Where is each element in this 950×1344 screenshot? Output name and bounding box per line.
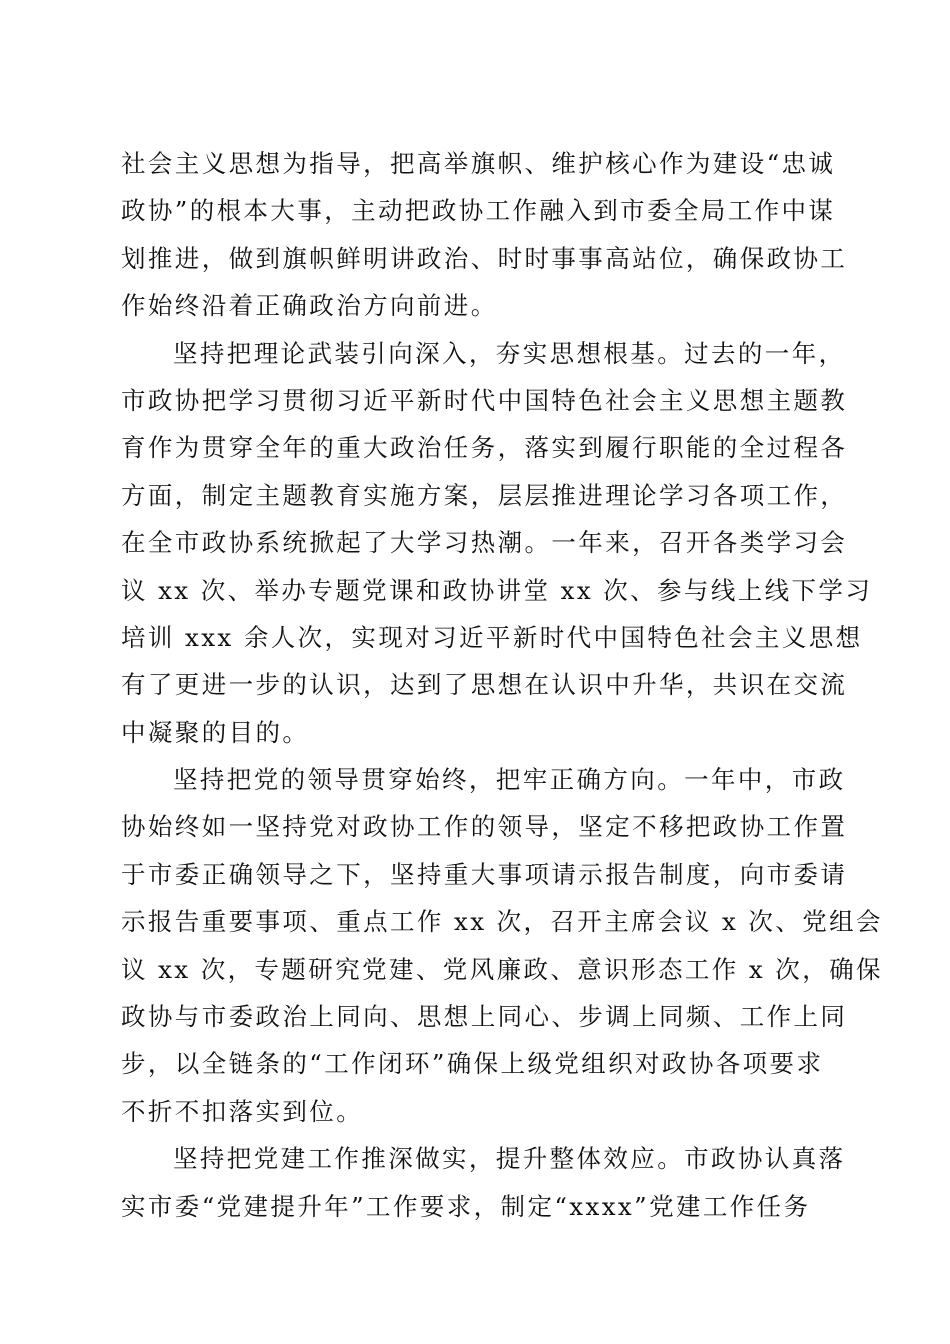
- paragraph-line: 示报告重要事项、重点工作 xx 次，召开主席会议 x 次、党组会: [121, 907, 883, 937]
- paragraph-line: 社会主义思想为指导，把高举旗帜、维护核心作为建设“忠诚: [121, 149, 836, 178]
- paragraph-line: 政协”的根本大事，主动把政协工作融入到市委全局工作中谋: [121, 196, 836, 226]
- paragraph-line: 作始终沿着正确政治方向前进。: [121, 291, 498, 321]
- paragraph-line: 议 xx 次、举办专题党课和政协讲堂 xx 次、参与线上线下学习: [121, 575, 873, 605]
- paragraph-line: 议 xx 次，专题研究党建、党风廉政、意识形态工作 x 次，确保: [121, 954, 883, 984]
- paragraph-line: 培训 xxx 余人次，实现对习近平新时代中国特色社会主义思想: [121, 622, 863, 652]
- paragraph-line: 坚持把党的领导贯穿始终，把牢正确方向。一年中，市政: [173, 765, 846, 795]
- paragraph-line: 于市委正确领导之下，坚持重大事项请示报告制度，向市委请: [121, 859, 848, 889]
- paragraph-line: 政协与市委政治上同向、思想上同心、步调上同频、工作上同: [121, 1002, 848, 1032]
- paragraph-3: [121, 756, 883, 1135]
- paragraph-line: 中凝聚的目的。: [121, 717, 310, 747]
- paragraph-line: 市政协把学习贯彻习近平新时代中国特色社会主义思想主题教: [121, 385, 848, 415]
- paragraph-4: [121, 1135, 846, 1230]
- paragraph-line: 方面，制定主题教育实施方案，层层推进理论学习各项工作，: [121, 480, 848, 510]
- paragraph-1: [121, 140, 848, 330]
- paragraph-line: 坚持把党建工作推深做实，提升整体效应。市政协认真落: [173, 1144, 846, 1174]
- paragraph-line: 协始终如一坚持党对政协工作的领导，坚定不移把政协工作置: [121, 812, 848, 842]
- paragraph-line: 育作为贯穿全年的重大政治任务，落实到履行职能的全过程各: [121, 433, 848, 463]
- document-body: [121, 140, 883, 1230]
- paragraph-line: 划推进，做到旗帜鲜明讲政治、时时事事高站位，确保政协工: [121, 243, 848, 273]
- paragraph-line: 在全市政协系统掀起了大学习热潮。一年来，召开各类学习会: [121, 528, 848, 558]
- paragraph-line: 不折不扣落实到位。: [121, 1096, 364, 1126]
- paragraph-line: 有了更进一步的认识，达到了思想在认识中升华，共识在交流: [121, 670, 848, 700]
- paragraph-line: 坚持把理论武装引向深入，夯实思想根基。过去的一年，: [173, 338, 846, 368]
- paragraph-2: [121, 330, 873, 757]
- paragraph-line: 实市委“党建提升年”工作要求，制定“xxxx”党建工作任务: [121, 1191, 811, 1221]
- paragraph-line: 步，以全链条的“工作闭环”确保上级党组织对政协各项要求: [121, 1049, 824, 1079]
